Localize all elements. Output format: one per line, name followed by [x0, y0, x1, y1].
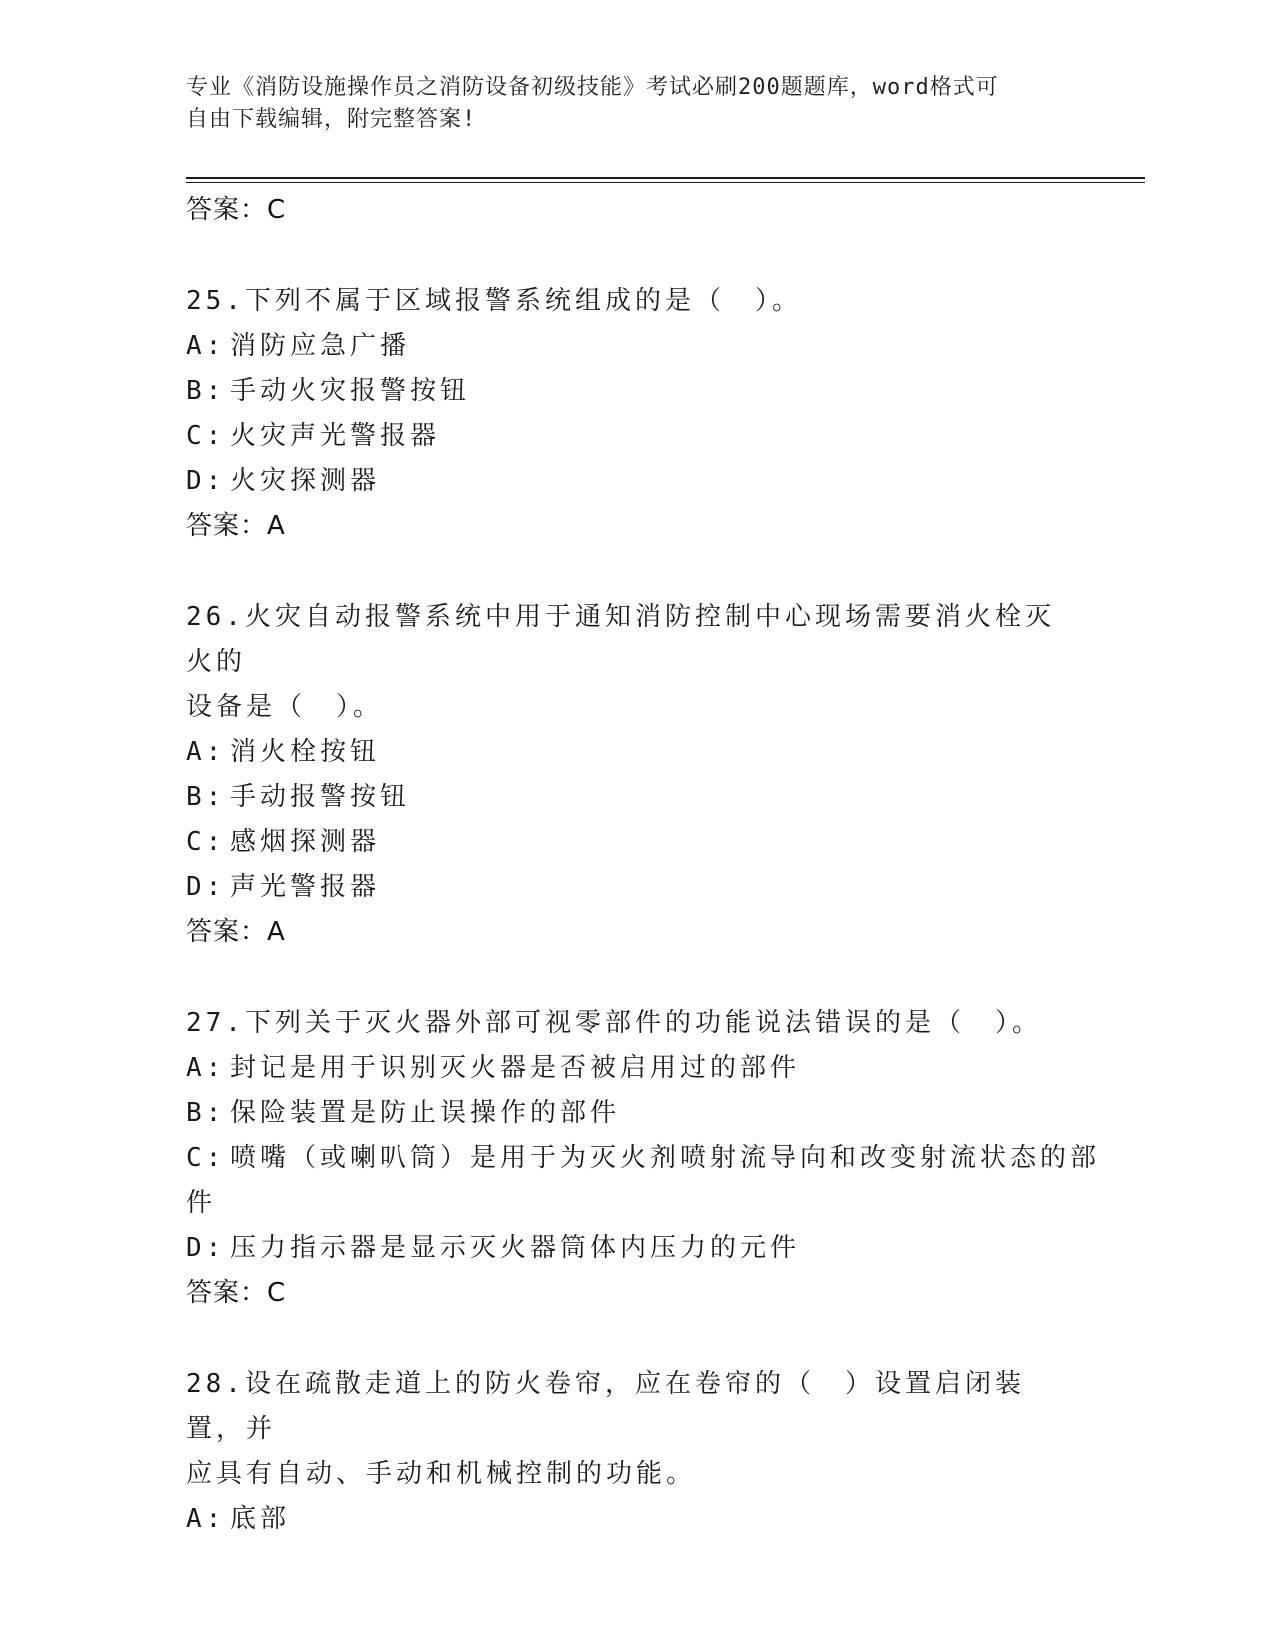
option-label: B:	[186, 1098, 226, 1128]
option-label: D:	[186, 466, 226, 496]
question-25	[186, 279, 1086, 549]
option-b	[186, 1091, 1086, 1136]
option-text: 封记是用于识别灭火器是否被启用过的部件	[230, 1053, 801, 1083]
option-d	[186, 459, 1086, 504]
option-text: 手动火灾报警按钮	[230, 376, 471, 406]
header-line-1: 专业《消防设施操作员之消防设备初级技能》考试必刷200题题库，word格式可	[186, 75, 999, 100]
option-c	[186, 414, 1086, 459]
option-a	[186, 1497, 1086, 1542]
option-text: 保险装置是防止误操作的部件	[230, 1098, 621, 1128]
option-label: D:	[186, 872, 226, 902]
option-d	[186, 1226, 1086, 1271]
option-label: B:	[186, 376, 226, 406]
option-c-cont: 件	[186, 1188, 217, 1218]
option-label: A:	[186, 1053, 226, 1083]
option-label: C:	[186, 827, 226, 857]
option-label: D:	[186, 1233, 226, 1263]
option-label: A:	[186, 1504, 226, 1534]
option-text: 声光警报器	[230, 872, 381, 902]
question-26	[186, 595, 1086, 955]
option-b	[186, 369, 1086, 414]
option-label: C:	[186, 1143, 226, 1173]
option-label: A:	[186, 737, 226, 767]
option-label: B:	[186, 782, 226, 812]
option-text: 手动报警按钮	[230, 782, 411, 812]
option-text: 压力指示器是显示灭火器筒体内压力的元件	[230, 1233, 801, 1263]
option-text: 消防应急广播	[230, 331, 411, 361]
option-d	[186, 865, 1086, 910]
answer: 答案：A	[186, 917, 286, 947]
option-text: 火灾声光警报器	[230, 421, 441, 451]
option-a	[186, 1046, 1086, 1091]
answer: 答案：C	[186, 1278, 287, 1308]
option-text: 底部	[230, 1504, 291, 1534]
option-b	[186, 775, 1086, 820]
question-text: 26.火灾自动报警系统中用于通知消防控制中心现场需要消火栓灭火的	[186, 602, 1055, 677]
question-text: 27.下列关于灭火器外部可视零部件的功能说法错误的是（ ）。	[186, 1008, 1042, 1038]
document-header	[186, 72, 1066, 136]
option-text: 火灾探测器	[230, 466, 381, 496]
option-text: 喷嘴（或喇叭筒）是用于为灭火剂喷射流导向和改变射流状态的部	[230, 1143, 1101, 1173]
option-text: 消火栓按钮	[230, 737, 381, 767]
answer: 答案：A	[186, 511, 286, 541]
option-label: C:	[186, 421, 226, 451]
question-text-cont: 设备是（ ）。	[186, 692, 384, 722]
question-list	[186, 188, 1101, 1542]
question-28	[186, 1362, 1086, 1542]
question-27	[186, 1001, 1101, 1316]
option-a	[186, 730, 1086, 775]
option-text: 感烟探测器	[230, 827, 381, 857]
option-c	[186, 820, 1086, 865]
question-text: 28.设在疏散走道上的防火卷帘，应在卷帘的（ ）设置启闭装置，并	[186, 1369, 1025, 1444]
header-divider-thick	[186, 177, 1145, 179]
option-label: A:	[186, 331, 226, 361]
option-a	[186, 324, 1086, 369]
answer-previous: 答案：C	[186, 195, 287, 225]
question-text: 25.下列不属于区域报警系统组成的是（ ）。	[186, 286, 802, 316]
header-line-2: 自由下载编辑，附完整答案!	[186, 107, 477, 132]
option-c	[186, 1136, 1101, 1181]
header-divider-thin	[186, 182, 1145, 183]
question-text-cont: 应具有自动、手动和机械控制的功能。	[186, 1459, 697, 1489]
